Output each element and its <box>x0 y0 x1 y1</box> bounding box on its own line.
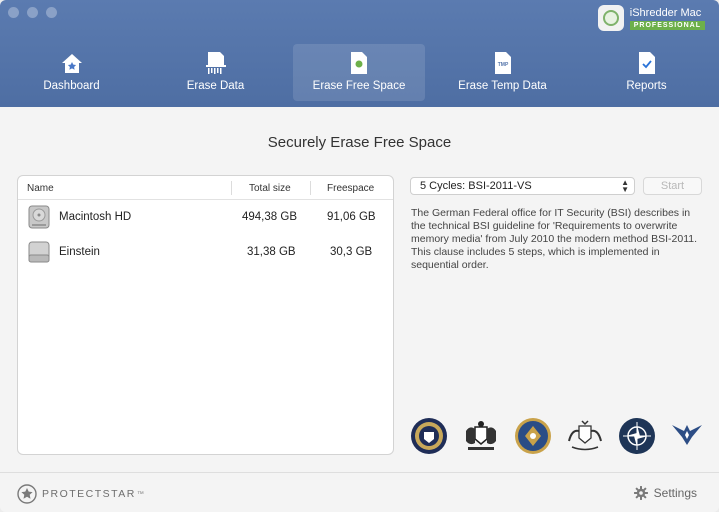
australia-arms-icon <box>566 417 604 455</box>
tab-reports[interactable] <box>582 44 711 101</box>
protectstar-brand <box>17 484 144 504</box>
column-header-name[interactable]: Name <box>27 183 54 194</box>
start-button[interactable]: Start <box>643 177 702 195</box>
shredder-icon <box>204 50 228 76</box>
drive-name: Einstein <box>59 246 100 258</box>
uk-royal-arms-icon <box>462 417 500 455</box>
trademark-symbol: ™ <box>136 490 144 498</box>
table-row[interactable] <box>18 200 393 235</box>
protectstar-star-icon <box>17 484 37 504</box>
column-header-total-size[interactable]: Total size <box>249 183 291 194</box>
tab-label: Erase Free Space <box>312 80 406 92</box>
nato-icon <box>618 417 656 455</box>
home-shield-icon <box>60 50 84 76</box>
settings-button[interactable] <box>634 486 697 500</box>
hard-drive-icon <box>28 205 50 229</box>
app-brand <box>598 5 705 31</box>
table-row[interactable] <box>18 235 393 270</box>
drive-name: Macintosh HD <box>59 211 132 223</box>
checkmark-document-icon <box>635 50 659 76</box>
column-header-freespace[interactable]: Freespace <box>327 183 375 194</box>
navy-seal-icon <box>410 417 448 455</box>
page-title: Securely Erase Free Space <box>267 134 452 151</box>
gear-icon <box>634 486 648 500</box>
close-window-button[interactable] <box>8 7 19 18</box>
up-down-chevron-icon: ▲ ▼ <box>621 178 629 194</box>
app-logo-icon <box>598 5 624 31</box>
drive-freespace: 91,06 GB <box>327 211 376 223</box>
tab-dashboard[interactable] <box>7 44 136 101</box>
main-content <box>0 107 719 472</box>
drive-freespace: 30,3 GB <box>330 246 373 258</box>
external-drive-icon <box>28 240 50 264</box>
method-description: The German Federal office for IT Security (BSI) describes in the technical BSI guideline for 'Requirements to overwrite memory media' from July 2010 the modern method BSI-2011. This clause includes 5 steps, which is implemented in sequential order. <box>411 207 698 271</box>
drive-total-size: 494,38 GB <box>242 211 297 223</box>
tab-erase-data[interactable] <box>151 44 280 101</box>
tab-erase-free-space[interactable] <box>293 44 425 101</box>
tab-label: Erase Temp Data <box>458 80 547 92</box>
toolbar <box>0 0 719 107</box>
minimize-window-button[interactable] <box>27 7 38 18</box>
app-name: iShredder Mac <box>629 6 702 19</box>
edition-badge: PROFESSIONAL <box>630 21 705 30</box>
tab-erase-temp-data[interactable] <box>438 44 567 101</box>
settings-label: Settings <box>653 486 697 500</box>
tab-label: Reports <box>626 80 667 92</box>
protectstar-wordmark: PROTECTSTAR <box>42 488 136 500</box>
svg-text:TMP: TMP <box>497 62 508 68</box>
footer <box>0 472 719 512</box>
tab-label: Dashboard <box>43 80 100 92</box>
document-dot-icon <box>347 50 371 76</box>
main-tabs <box>0 44 719 101</box>
tab-label: Erase Data <box>186 80 245 92</box>
certification-seals <box>410 417 705 457</box>
drives-table <box>17 175 394 455</box>
erase-method-select[interactable] <box>410 177 635 195</box>
air-force-icon <box>668 417 706 455</box>
tmp-file-icon <box>491 50 515 76</box>
window-controls <box>8 7 57 18</box>
table-header <box>18 176 393 200</box>
erase-method-value: 5 Cycles: BSI-2011-VS <box>420 180 532 192</box>
defense-seal-icon <box>514 417 552 455</box>
drive-total-size: 31,38 GB <box>247 246 296 258</box>
zoom-window-button[interactable] <box>46 7 57 18</box>
